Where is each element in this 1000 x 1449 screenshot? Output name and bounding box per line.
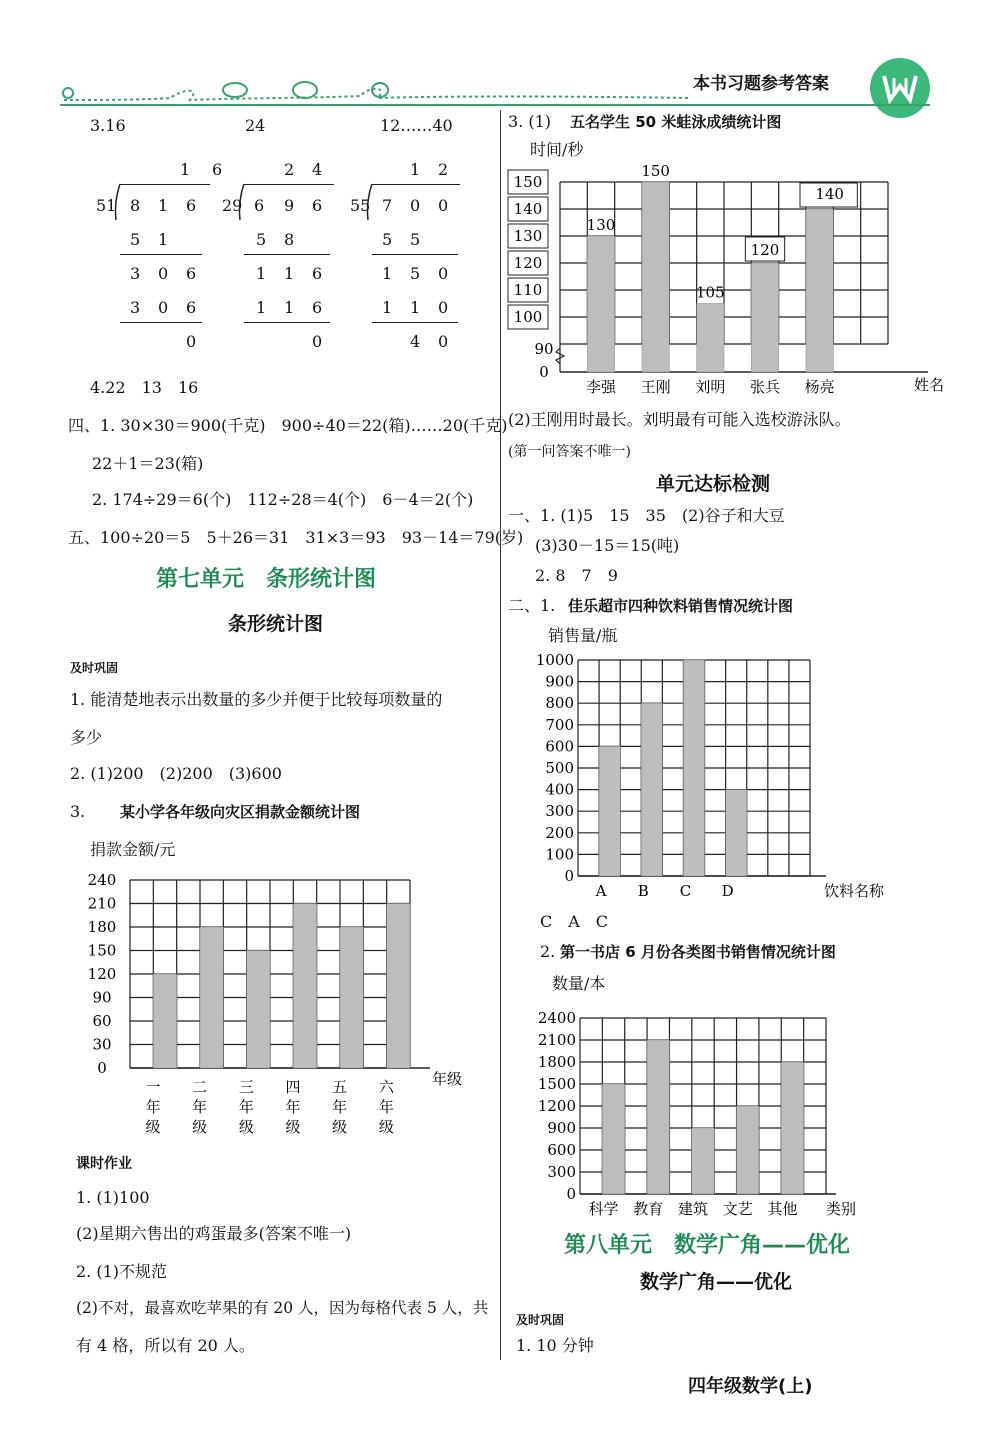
y-tick-label: 110 bbox=[513, 281, 543, 299]
bar bbox=[692, 1128, 714, 1194]
y-tick-label: 600 bbox=[547, 1141, 576, 1159]
e2-label: 2. bbox=[540, 942, 556, 961]
y-tick-label: 1000 bbox=[535, 651, 574, 669]
x-tick-label: 四 bbox=[285, 1078, 301, 1096]
y-tick-label: 500 bbox=[545, 759, 574, 777]
y-tick-label: 130 bbox=[513, 227, 543, 245]
x-tick-label: 五 bbox=[332, 1078, 348, 1096]
bar bbox=[781, 1062, 803, 1194]
unit8-subtitle: 数学广角——优化 bbox=[640, 1271, 793, 1293]
x-tick-label: 杨亮 bbox=[804, 378, 835, 396]
bar bbox=[751, 263, 778, 372]
chart-donation bbox=[60, 860, 480, 1140]
homework-q1: 1. (1)100 bbox=[76, 1188, 150, 1207]
header-decoration bbox=[60, 78, 690, 106]
y-tick-label: 240 bbox=[87, 871, 117, 889]
bar bbox=[587, 236, 614, 372]
q3-answer-3: 12……40 bbox=[380, 116, 453, 135]
y-tick-label: 140 bbox=[513, 200, 543, 218]
x-tick-label: 王刚 bbox=[640, 378, 671, 396]
practice-q2: 2. (1)200 (2)200 (3)600 bbox=[70, 764, 282, 783]
r3-label: 3. (1) bbox=[508, 112, 552, 131]
y-tick-label: 0 bbox=[97, 1059, 107, 1077]
y-tick-label: 400 bbox=[545, 780, 574, 799]
q4-answer: 4.22 13 16 bbox=[90, 378, 199, 397]
y-tick-label: 200 bbox=[545, 823, 574, 842]
x-tick-label: 年 bbox=[145, 1098, 161, 1116]
y-tick-label: 1800 bbox=[537, 1053, 576, 1071]
chart-books bbox=[500, 994, 900, 1220]
u8-q1: 1. 10 分钟 bbox=[516, 1336, 594, 1355]
footer-grade: 四年级数学(上) bbox=[688, 1376, 813, 1397]
bar bbox=[602, 1084, 624, 1194]
homework-q1-2: (2)星期六售出的鸡蛋最多(答案不唯一) bbox=[76, 1224, 352, 1243]
quotient-digit: 1 bbox=[180, 160, 191, 179]
x-axis-label: 姓名 bbox=[914, 376, 945, 394]
section-label: 及时巩固 bbox=[70, 661, 119, 675]
divisor: 51 bbox=[96, 196, 117, 215]
x-tick-label: 文艺 bbox=[722, 1200, 753, 1218]
y-tick-label: 900 bbox=[547, 1119, 576, 1137]
bar bbox=[340, 927, 363, 1068]
x-tick-label: 级 bbox=[332, 1118, 348, 1136]
chart3-ylabel: 销售量/瓶 bbox=[548, 626, 618, 645]
y-tick-label: 120 bbox=[87, 965, 117, 983]
chart1-title: 某小学各年级向灾区捐款金额统计图 bbox=[120, 803, 361, 821]
x-tick-label: 年 bbox=[332, 1098, 348, 1116]
y-tick-label: 90 bbox=[92, 988, 112, 1007]
y-tick-label: 800 bbox=[545, 694, 574, 713]
bar bbox=[641, 703, 662, 876]
y-tick-label: 210 bbox=[87, 894, 117, 913]
practice-q1-cont: 多少 bbox=[70, 728, 103, 747]
y-tick-label: 2400 bbox=[537, 1009, 576, 1027]
x-tick-label: 六 bbox=[378, 1078, 394, 1096]
bar bbox=[642, 182, 669, 372]
homework-q2: 2. (1)不规范 bbox=[76, 1262, 168, 1281]
x-tick-label: 年 bbox=[285, 1098, 301, 1116]
x-tick-label: 张兵 bbox=[749, 378, 781, 396]
value-label: 140 bbox=[815, 185, 844, 203]
x-tick-label: 级 bbox=[285, 1118, 301, 1136]
bar bbox=[247, 951, 270, 1069]
section4-q2: 2. 174÷29＝6(个) 112÷28＝4(个) 6－4＝2(个) bbox=[92, 490, 474, 509]
y-tick-label: 600 bbox=[545, 737, 574, 756]
chart1-ylabel: 捐款金额/元 bbox=[90, 840, 176, 859]
y-tick-label: 60 bbox=[92, 1012, 112, 1030]
chart3-title: 佳乐超市四种饮料销售情况统计图 bbox=[568, 597, 794, 615]
e1-answer: C A C bbox=[540, 912, 609, 931]
section4-q1: 四、1. 30×30＝900(千克) 900÷40＝22(箱)……20(千克) bbox=[68, 416, 508, 435]
bar bbox=[200, 927, 223, 1068]
unit7-subtitle: 条形统计图 bbox=[228, 613, 324, 635]
x-tick-label: 李强 bbox=[585, 378, 617, 396]
y-tick-label: 150 bbox=[513, 173, 543, 191]
section5: 五、100÷20＝5 5＋26＝31 31×3＝93 93－14＝79(岁) bbox=[68, 528, 524, 547]
homework-q2-2: (2)不对，最喜欢吃苹果的有 20 人，因为每格代表 5 人，共 bbox=[76, 1299, 489, 1317]
u8-section-label: 及时巩固 bbox=[516, 1313, 565, 1327]
y-tick-label: 30 bbox=[92, 1035, 112, 1054]
y-tick-label: 0 bbox=[539, 363, 549, 381]
value-label: 120 bbox=[750, 241, 780, 259]
chart2-ylabel: 时间/秒 bbox=[530, 140, 584, 159]
x-tick-label: 年 bbox=[378, 1098, 394, 1116]
bar bbox=[737, 1106, 759, 1194]
practice-q3-label: 3. bbox=[70, 802, 86, 821]
practice-q1: 1. 能清楚地表示出数量的多少并便于比较每项数量的 bbox=[70, 690, 443, 709]
x-tick-label: 级 bbox=[192, 1118, 208, 1136]
e1-label: 二、1. bbox=[508, 596, 556, 615]
y-tick-label: 100 bbox=[545, 845, 574, 864]
q3-answer-2: 24 bbox=[245, 116, 266, 135]
x-tick-label: 刘明 bbox=[695, 378, 726, 396]
chart4-title: 第一书店 6 月份各类图书销售情况统计图 bbox=[560, 943, 836, 961]
unit7-title: 第七单元 条形统计图 bbox=[156, 567, 377, 592]
bar bbox=[726, 790, 747, 876]
bar bbox=[153, 974, 176, 1068]
x-tick-label: 级 bbox=[145, 1118, 161, 1136]
homework-label: 课时作业 bbox=[76, 1156, 132, 1172]
x-tick-label: 教育 bbox=[633, 1200, 664, 1218]
bar bbox=[387, 904, 410, 1069]
y-tick-label: 900 bbox=[545, 672, 574, 691]
homework-q2-3: 有 4 格，所以有 20 人。 bbox=[76, 1336, 255, 1355]
chart4-ylabel: 数量/本 bbox=[552, 974, 606, 993]
y-tick-label: 1200 bbox=[537, 1097, 576, 1115]
bar bbox=[647, 1040, 669, 1194]
chart-swim bbox=[500, 160, 945, 400]
x-tick-label: 级 bbox=[238, 1118, 254, 1136]
y-tick-label: 90 bbox=[534, 340, 554, 358]
test-q1-3: (3)30－15＝15(吨) bbox=[535, 536, 680, 555]
x-tick-label: A bbox=[595, 882, 607, 900]
x-tick-label: 年 bbox=[238, 1098, 254, 1116]
header-rule bbox=[60, 104, 930, 106]
test-q1: 一、1. (1)5 15 35 (2)谷子和大豆 bbox=[508, 506, 785, 525]
r3-note1: (2)王刚用时最长。刘明最有可能入选校游泳队。 bbox=[508, 410, 851, 429]
x-tick-label: 三 bbox=[238, 1078, 254, 1096]
y-tick-label: 300 bbox=[545, 802, 574, 821]
y-tick-label: 120 bbox=[513, 254, 543, 272]
unit8-title: 第八单元 数学广角——优化 bbox=[564, 1233, 851, 1258]
bar bbox=[806, 209, 833, 372]
chart-drinks bbox=[500, 646, 885, 902]
y-tick-label: 180 bbox=[87, 918, 117, 936]
value-label: 105 bbox=[696, 283, 725, 302]
value-label: 150 bbox=[641, 162, 670, 180]
y-tick-label: 0 bbox=[566, 1185, 576, 1203]
y-tick-label: 0 bbox=[564, 867, 574, 885]
bar bbox=[683, 660, 704, 876]
x-axis-label: 饮料名称 bbox=[824, 882, 885, 900]
value-label: 130 bbox=[586, 216, 616, 234]
y-tick-label: 100 bbox=[513, 308, 543, 326]
y-tick-label: 700 bbox=[545, 715, 574, 734]
section4-q1-cont: 22＋1＝23(箱) bbox=[92, 454, 204, 473]
bar bbox=[293, 904, 316, 1069]
quotient-digit: 6 bbox=[212, 160, 223, 179]
x-tick-label: 一 bbox=[145, 1078, 161, 1096]
y-tick-label: 1500 bbox=[537, 1075, 576, 1093]
x-tick-label: 二 bbox=[192, 1078, 208, 1096]
x-tick-label: 年 bbox=[192, 1098, 208, 1116]
bar bbox=[697, 304, 724, 373]
x-tick-label: B bbox=[637, 882, 649, 900]
x-axis-label: 类别 bbox=[826, 1200, 857, 1218]
x-tick-label: 其他 bbox=[767, 1200, 798, 1218]
chart2-title: 五名学生 50 米蛙泳成绩统计图 bbox=[570, 113, 782, 131]
x-tick-label: 科学 bbox=[588, 1200, 619, 1218]
x-tick-label: 级 bbox=[378, 1118, 394, 1136]
test-q2: 2. 8 7 9 bbox=[535, 566, 618, 585]
x-axis-label: 年级 bbox=[432, 1070, 463, 1088]
header-title: 本书习题参考答案 bbox=[693, 74, 829, 94]
unit-test-title: 单元达标检测 bbox=[656, 473, 771, 495]
q3-answer-1: 3.16 bbox=[90, 116, 126, 135]
x-tick-label: 建筑 bbox=[677, 1200, 709, 1218]
bar bbox=[599, 746, 620, 876]
book-logo-icon bbox=[870, 58, 930, 118]
y-tick-label: 300 bbox=[547, 1163, 576, 1181]
y-tick-label: 150 bbox=[87, 941, 117, 960]
x-tick-label: D bbox=[721, 882, 734, 900]
x-tick-label: C bbox=[679, 882, 692, 900]
r3-note2: (第一问答案不唯一) bbox=[508, 444, 631, 460]
y-tick-label: 2100 bbox=[537, 1031, 576, 1049]
